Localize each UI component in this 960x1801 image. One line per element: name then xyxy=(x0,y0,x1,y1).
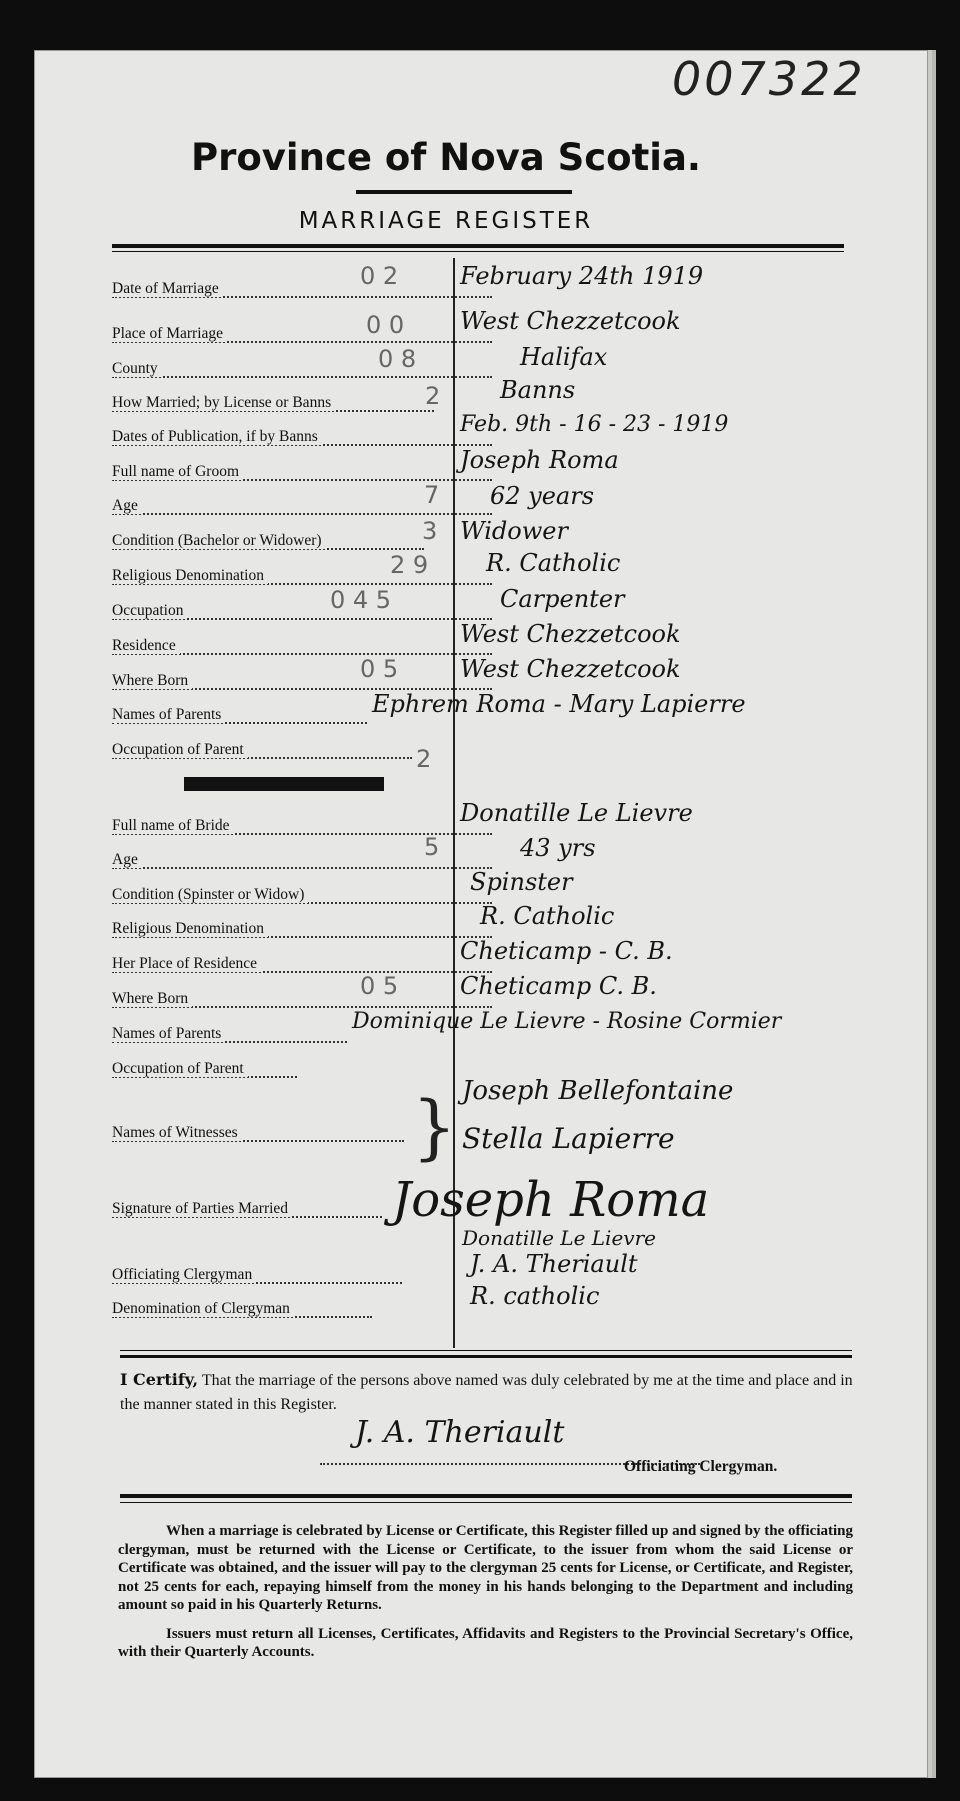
instructions-notice xyxy=(118,1522,853,1662)
field-signatures: Signature of Parties Married xyxy=(112,1200,382,1224)
code-groom-parent-occupation: 2 xyxy=(416,745,432,773)
certify-lead: I Certify, xyxy=(120,1370,199,1389)
value-bride-residence: Cheticamp - C. B. xyxy=(460,937,673,965)
value-groom-condition: Widower xyxy=(460,517,568,545)
value-date-of-marriage: February 24th 1919 xyxy=(460,262,704,290)
field-bride-religion: Religious Denomination xyxy=(112,920,492,944)
code-groom-occupation: 0 4 5 xyxy=(330,586,392,614)
field-dates-of-publication: Dates of Publication, if by Banns xyxy=(112,428,492,452)
top-rule xyxy=(112,244,844,248)
officiating-clergyman-label: Officiating Clergyman. xyxy=(624,1458,778,1475)
field-groom-residence: Residence xyxy=(112,637,492,661)
value-groom-residence: West Chezzetcook xyxy=(460,620,681,648)
field-groom-occupation: Occupation xyxy=(112,602,492,626)
value-how-married: Banns xyxy=(500,376,576,404)
field-date-of-marriage: Date of Marriage xyxy=(112,280,492,304)
witness-1: Joseph Bellefontaine xyxy=(462,1076,734,1106)
stamp-number: 007322 xyxy=(672,52,866,106)
value-groom-where-born: West Chezzetcook xyxy=(460,655,681,683)
value-bride-name: Donatille Le Lievre xyxy=(460,799,693,827)
form-title: Province of Nova Scotia. xyxy=(191,136,701,179)
field-groom-where-born: Where Born xyxy=(112,672,492,696)
field-groom-age: Age xyxy=(112,497,492,521)
code-groom-condition: 3 xyxy=(422,517,438,545)
field-bride-parent-occupation: Occupation of Parent xyxy=(112,1060,297,1084)
field-clergyman-denomination: Denomination of Clergyman xyxy=(112,1300,372,1324)
value-place-of-marriage: West Chezzetcook xyxy=(460,307,681,335)
value-officiating-clergyman: J. A. Theriault xyxy=(470,1250,638,1278)
field-officiating-clergyman: Officiating Clergyman xyxy=(112,1266,402,1290)
witness-brace-icon: } xyxy=(412,1086,457,1168)
code-bride-age: 5 xyxy=(424,833,440,861)
field-groom-name: Full name of Groom xyxy=(112,463,492,487)
code-groom-where-born: 0 5 xyxy=(360,655,399,683)
value-clergyman-denomination: R. catholic xyxy=(470,1282,600,1310)
witness-2: Stella Lapierre xyxy=(462,1122,675,1155)
section-divider-bar xyxy=(184,777,384,791)
certify-body: That the marriage of the persons above named was duly celebrated by me at the time and place and in the manner stated in this Register. xyxy=(120,1372,853,1413)
field-county: County xyxy=(112,360,492,384)
code-how-married: 2 xyxy=(425,382,441,410)
notice-rule xyxy=(120,1494,852,1498)
value-groom-occupation: Carpenter xyxy=(500,585,625,613)
field-bride-name: Full name of Bride xyxy=(112,817,492,841)
code-groom-age: 7 xyxy=(424,481,440,509)
field-bride-residence: Her Place of Residence xyxy=(112,955,492,979)
field-place-of-marriage: Place of Marriage xyxy=(112,325,492,349)
notice-paragraph-1: When a marriage is celebrated by License or Certificate, this Register filled up and signed by the officiating clergyman, must be returned with the License or Certificate, to the issuer from whom the said License or Certificate was obtained, and the issuer will pay to the clergyman 25 cents for License, or Certificate, and Register, not 25 cents for each, repaying himself from the money in his hands belonging to the Department and including amount so paid in his Quarterly Returns. xyxy=(118,1523,853,1613)
value-bride-condition: Spinster xyxy=(470,868,573,896)
field-how-married: How Married; by License or Banns xyxy=(112,394,434,418)
field-witnesses: Names of Witnesses xyxy=(112,1124,404,1148)
value-bride-age: 43 yrs xyxy=(520,834,596,862)
value-bride-religion: R. Catholic xyxy=(480,902,615,930)
value-groom-age: 62 years xyxy=(490,482,595,510)
code-place-of-marriage: 0 0 xyxy=(366,311,405,339)
code-bride-where-born: 0 5 xyxy=(360,972,399,1000)
field-bride-where-born: Where Born xyxy=(112,990,492,1014)
value-bride-parents: Dominique Le Lievre - Rosine Cormier xyxy=(352,1009,782,1034)
top-rule-thin xyxy=(112,251,844,252)
field-groom-condition: Condition (Bachelor or Widower) xyxy=(112,532,424,556)
code-county: 0 8 xyxy=(378,345,417,373)
field-bride-age: Age xyxy=(112,851,492,875)
field-groom-parents: Names of Parents xyxy=(112,706,367,730)
value-groom-religion: R. Catholic xyxy=(486,549,621,577)
value-groom-name: Joseph Roma xyxy=(460,446,619,474)
code-groom-religion: 2 9 xyxy=(390,551,429,579)
field-groom-parent-occupation: Occupation of Parent xyxy=(112,741,412,765)
groom-signature: Joseph Roma xyxy=(392,1172,710,1228)
value-county: Halifax xyxy=(520,343,608,371)
value-groom-parents: Ephrem Roma - Mary Lapierre xyxy=(372,690,746,718)
bride-signature: Donatille Le Lievre xyxy=(462,1226,656,1250)
field-bride-parents: Names of Parents xyxy=(112,1025,347,1049)
cert-rule-thin xyxy=(120,1350,852,1351)
value-bride-where-born: Cheticamp C. B. xyxy=(460,972,657,1000)
clergyman-signature: J. A. Theriault xyxy=(355,1415,565,1450)
field-groom-religion: Religious Denomination xyxy=(112,567,492,591)
form-subtitle: MARRIAGE REGISTER xyxy=(298,208,594,234)
notice-paragraph-2: Issuers must return all Licenses, Certificates, Affidavits and Registers to the Provincial Secretary's Office, with their Quarterly Accounts. xyxy=(118,1625,853,1660)
cert-rule xyxy=(120,1355,852,1358)
notice-rule-thin xyxy=(120,1502,852,1503)
code-date-of-marriage: 0 2 xyxy=(360,262,399,290)
title-rule xyxy=(356,190,572,194)
certification-text xyxy=(120,1368,860,1417)
field-bride-condition: Condition (Spinster or Widow) xyxy=(112,886,492,910)
value-dates-of-publication: Feb. 9th - 16 - 23 - 1919 xyxy=(460,412,729,437)
